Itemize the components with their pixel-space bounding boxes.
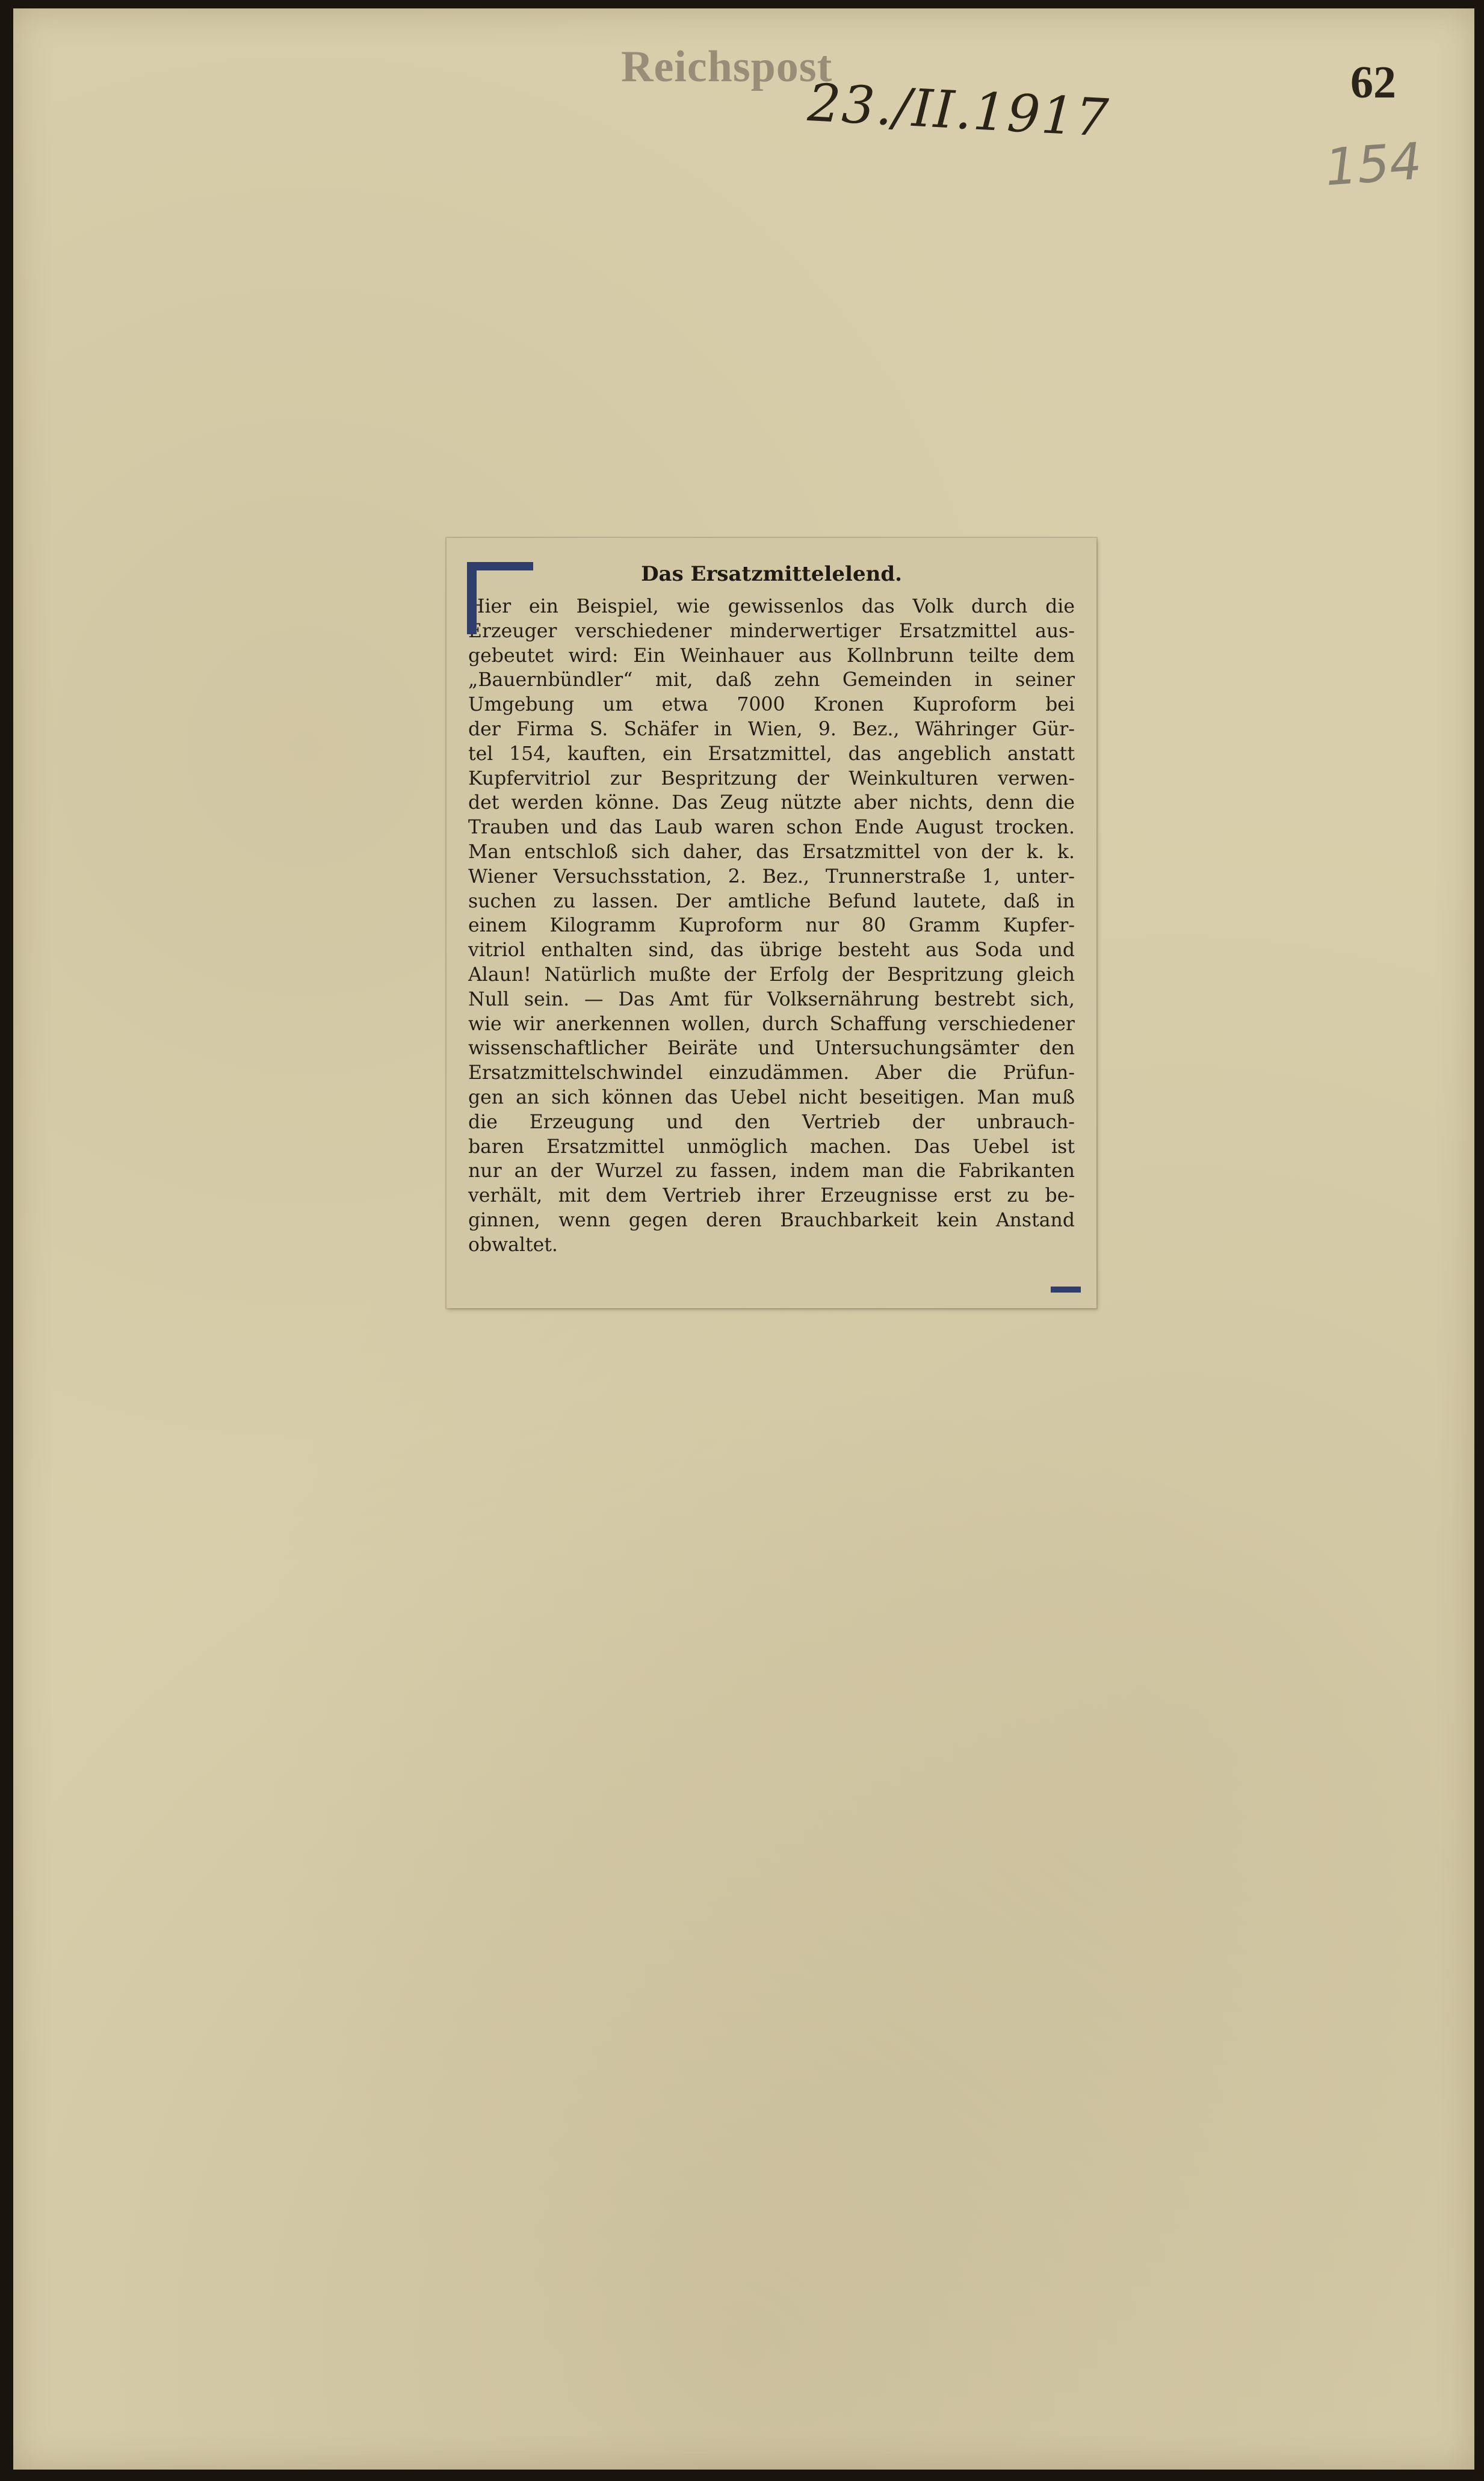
archive-sheet <box>13 8 1474 2470</box>
article-line: obwaltet. <box>468 1234 558 1256</box>
article-line: der Firma S. Schäfer in Wien, 9. Bez., Währinger Gür- <box>468 718 1075 740</box>
article-line: vitriol enthalten sind, das übrige besteht aus Soda und <box>468 939 1075 962</box>
pencil-archive-number: 154 <box>1323 131 1424 197</box>
article-line: det werden könne. Das Zeug nützte aber nichts, denn die <box>468 792 1075 814</box>
article-line: Null sein. — Das Amt für Volksernährung bestrebt sich, <box>468 988 1075 1010</box>
article-line: Kupfervitriol zur Bespritzung der Weinkulturen verwen- <box>468 767 1075 789</box>
article-line: Wiener Versuchsstation, 2. Bez., Trunnerstraße 1, unter- <box>468 865 1075 888</box>
article-line: gebeutet wird: Ein Weinhauer aus Kollnbrunn teilte dem <box>468 644 1075 667</box>
article-line: Hier ein Beispiel, wie gewissenlos das Volk durch die <box>468 596 1075 617</box>
article-line: Ersatzmittelschwindel einzudämmen. Aber die Prüfun- <box>468 1062 1075 1084</box>
article-line: Man entschloß sich daher, das Ersatzmittel von der k. k. <box>468 841 1075 863</box>
article-line: die Erzeugung und den Vertrieb der unbrauch- <box>468 1111 1075 1133</box>
article-line: wie wir anerkennen wollen, durch Schaffung verschiedener <box>468 1013 1075 1035</box>
article-line: tel 154, kauften, ein Ersatzmittel, das angeblich anstatt <box>468 743 1075 765</box>
article-line: wissenschaftlicher Beiräte und Untersuchungsämter den <box>468 1037 1075 1060</box>
article-line: ginnen, wenn gegen deren Brauchbarkeit kein Anstand <box>468 1209 1075 1231</box>
article-line: Trauben und das Laub waren schon Ende August trocken. <box>468 817 1075 839</box>
article-body <box>468 595 1075 1258</box>
article-line: Erzeuger verschiedener minderwertiger Ersatzmittel aus- <box>468 620 1075 642</box>
blue-pencil-end-mark <box>1051 1287 1081 1293</box>
article-line: gen an sich können das Uebel nicht beseitigen. Man muß <box>468 1086 1075 1108</box>
article-line: nur an der Wurzel zu fassen, indem man die Fabrikanten <box>468 1160 1075 1182</box>
newspaper-clipping <box>447 538 1096 1308</box>
article-line: suchen zu lassen. Der amtliche Befund lautete, daß in <box>468 890 1075 912</box>
newspaper-stamp: Reichspost <box>621 42 833 91</box>
article-line: „Bauernbündler“ mit, daß zehn Gemeinden in seiner <box>468 669 1075 691</box>
page-number: 62 <box>1350 57 1396 108</box>
handwritten-date: 23./II.1917 <box>806 72 1111 149</box>
article-line: Alaun! Natürlich mußte der Erfolg der Bespritzung gleich <box>468 963 1075 986</box>
article-line: Umgebung um etwa 7000 Kronen Kuproform bei <box>468 694 1075 716</box>
article-line: einem Kilogramm Kuproform nur 80 Gramm Kupfer- <box>468 915 1075 937</box>
article-line: baren Ersatzmittel unmöglich machen. Das Uebel ist <box>468 1135 1075 1158</box>
blue-pencil-bracket-mark <box>467 562 533 634</box>
article-title: Das Ersatzmittelelend. <box>641 562 902 586</box>
article-line: verhält, mit dem Vertrieb ihrer Erzeugnisse erst zu be- <box>468 1185 1075 1207</box>
